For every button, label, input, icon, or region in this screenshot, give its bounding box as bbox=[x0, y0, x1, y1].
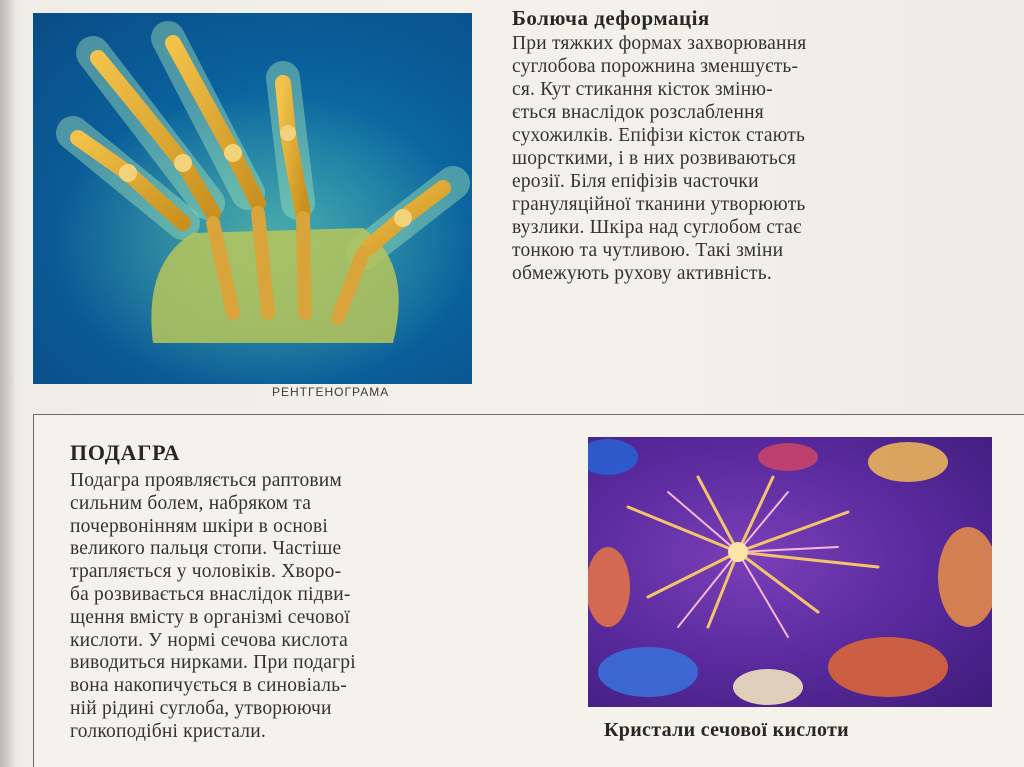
gout-heading: ПОДАГРА bbox=[70, 440, 181, 465]
deformation-text-block bbox=[512, 6, 1012, 285]
crystals-caption: Кристали сечової кислоти bbox=[604, 719, 849, 741]
gout-text-block bbox=[70, 440, 570, 744]
deformation-heading: Болюча деформація bbox=[512, 6, 710, 30]
uric-acid-crystals-image bbox=[588, 437, 992, 707]
xray-caption: РЕНТГЕНОГРАМА bbox=[272, 385, 390, 399]
deformation-paragraph: При тяжких формах захворювання суглобова порожнина зменшуєть- ся. Кут стикання кісток зміню- ється внаслідок розслаблення сухожилків. Епіфізи кісток стають шорсткими, і в них розвиваються ерозії. Біля епіфізів часточки грануляційної тканини утворюють вузлики. Шкіра над суглобом стає тонкою та чутливою. Такі зміни обмежують рухову активність. bbox=[512, 33, 807, 284]
hand-xray-image bbox=[33, 13, 472, 384]
page-edge-shadow bbox=[0, 0, 16, 767]
gout-paragraph: Подагра проявляється раптовим сильним болем, набряком та почервонінням шкіри в основі великого пальця стопи. Частіше трапляється у чоловіків. Хворо- ба розвивається внаслідок підви- щення вмісту в організмі сечової кислоти. У нормі сечова кислота виводиться нирками. При подагрі вона накопичується в синовіаль- ній рідині суглоба, утворюючи голкоподібні кристали. bbox=[70, 470, 356, 742]
